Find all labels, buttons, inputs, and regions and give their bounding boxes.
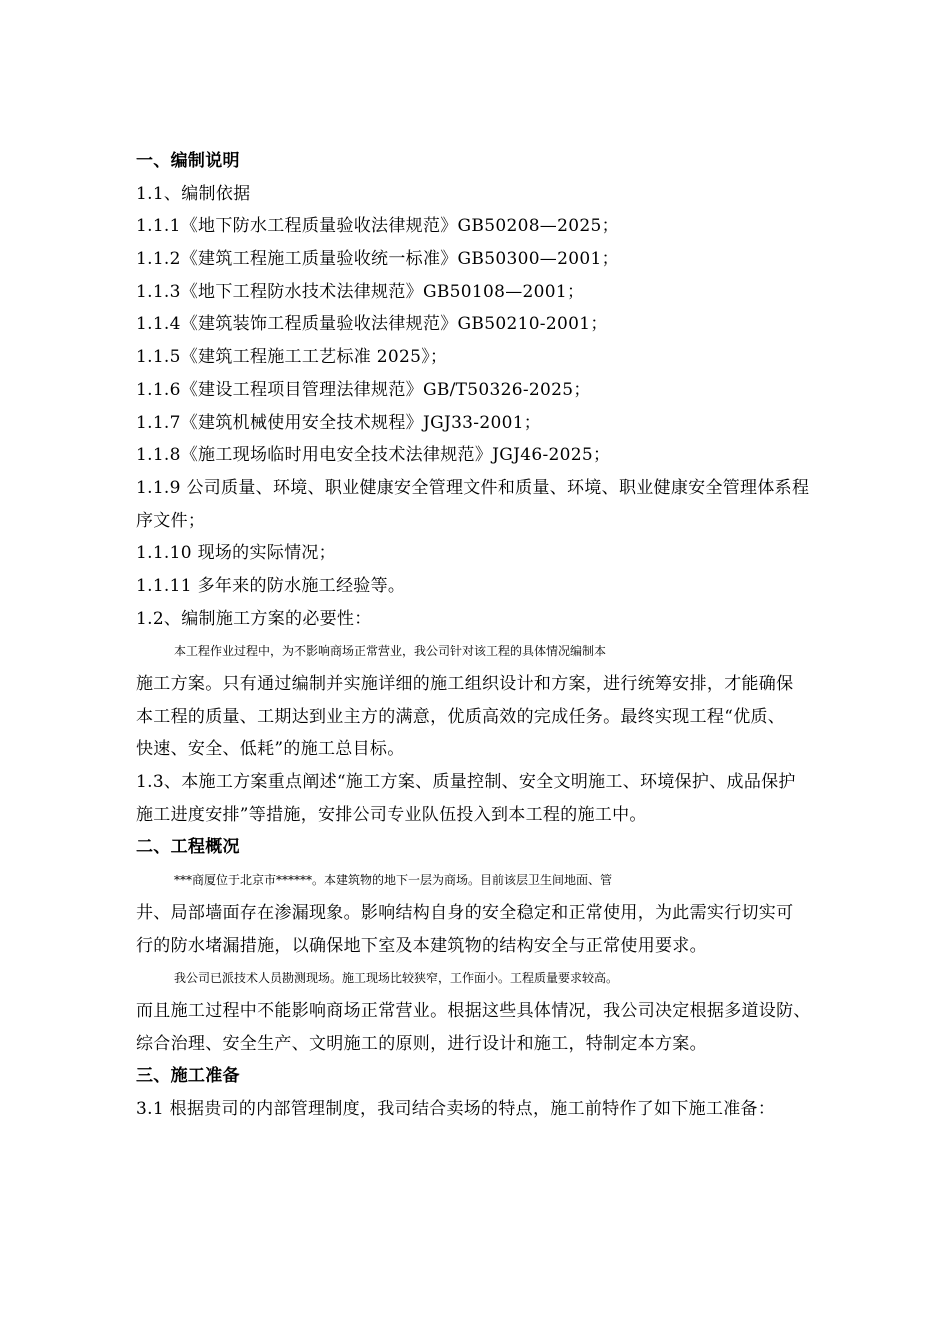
text-line: 1.1.6《建设工程项目管理法律规范》GB/T50326-2025； bbox=[136, 379, 591, 400]
text-line: 施工进度安排”等措施，安排公司专业队伍投入到本工程的施工中。 bbox=[136, 804, 647, 825]
text-line: 1.1.7《建筑机械使用安全技术规程》JGJ33-2001； bbox=[136, 412, 542, 433]
text-line: 井、局部墙面存在渗漏现象。影响结构自身的安全稳定和正常使用，为此需实行切实可 bbox=[136, 902, 794, 923]
text-line: 施工方案。只有通过编制并实施详细的施工组织设计和方案，进行统筹安排，才能确保 bbox=[136, 674, 794, 694]
text-line: 1.1.5《建筑工程施工工艺标准 2025》； bbox=[136, 347, 448, 368]
text-line: 1.1.9 公司质量、环境、职业健康安全管理文件和质量、环境、职业健康安全管理体系程 bbox=[136, 477, 810, 498]
text-line: ***商厦位于北京市******。本建筑物的地下一层为商场。目前该层卫生间地面、管 bbox=[174, 873, 613, 888]
text-line: 1.1.2《建筑工程施工质量验收统一标准》GB50300—2001； bbox=[136, 249, 619, 270]
text-line: 快速、安全、低耗”的施工总目标。 bbox=[136, 739, 405, 760]
section-heading: 三、施工准备 bbox=[136, 1066, 240, 1087]
text-line: 1.1、编制依据 bbox=[136, 183, 251, 204]
text-line: 本工程作业过程中，为不影响商场正常营业，我公司针对该工程的具体情况编制本 bbox=[174, 644, 607, 659]
section-heading: 一、编制说明 bbox=[136, 151, 240, 171]
text-line: 1.1.4《建筑装饰工程质量验收法律规范》GB50210-2001； bbox=[136, 314, 608, 335]
text-line: 1.3、本施工方案重点阐述“施工方案、质量控制、安全文明施工、环境保护、成品保护 bbox=[136, 772, 796, 793]
text-line: 1.1.3《地下工程防水技术法律规范》GB50108—2001； bbox=[136, 281, 585, 302]
text-line: 综合治理、安全生产、文明施工的原则，进行设计和施工，特制定本方案。 bbox=[136, 1033, 707, 1054]
text-line: 序文件； bbox=[136, 510, 206, 531]
text-line: 我公司已派技术人员勘测现场。施工现场比较狭窄，工作面小。工程质量要求较高。 bbox=[174, 971, 619, 986]
text-line: 1.1.11 多年来的防水施工经验等。 bbox=[136, 575, 406, 596]
text-line: 1.1.8《施工现场临时用电安全技术法律规范》JGJ46-2025； bbox=[136, 445, 611, 466]
text-line: 而且施工过程中不能影响商场正常营业。根据这些具体情况，我公司决定根据多道设防、 bbox=[136, 1000, 811, 1021]
text-line: 本工程的质量、工期达到业主方的满意，优质高效的完成任务。最终实现工程“优质、 bbox=[136, 706, 786, 727]
text-line: 1.1.1《地下防水工程质量验收法律规范》GB50208—2025； bbox=[136, 216, 619, 237]
text-line: 1.1.10 现场的实际情况； bbox=[136, 543, 336, 564]
text-line: 行的防水堵漏措施，以确保地下室及本建筑物的结构安全与正常使用要求。 bbox=[136, 935, 707, 956]
text-line: 1.2、编制施工方案的必要性： bbox=[136, 608, 372, 629]
text-line: 3.1 根据贵司的内部管理制度，我司结合卖场的特点，施工前特作了如下施工准备： bbox=[136, 1098, 776, 1119]
section-heading: 二、工程概况 bbox=[136, 837, 240, 858]
